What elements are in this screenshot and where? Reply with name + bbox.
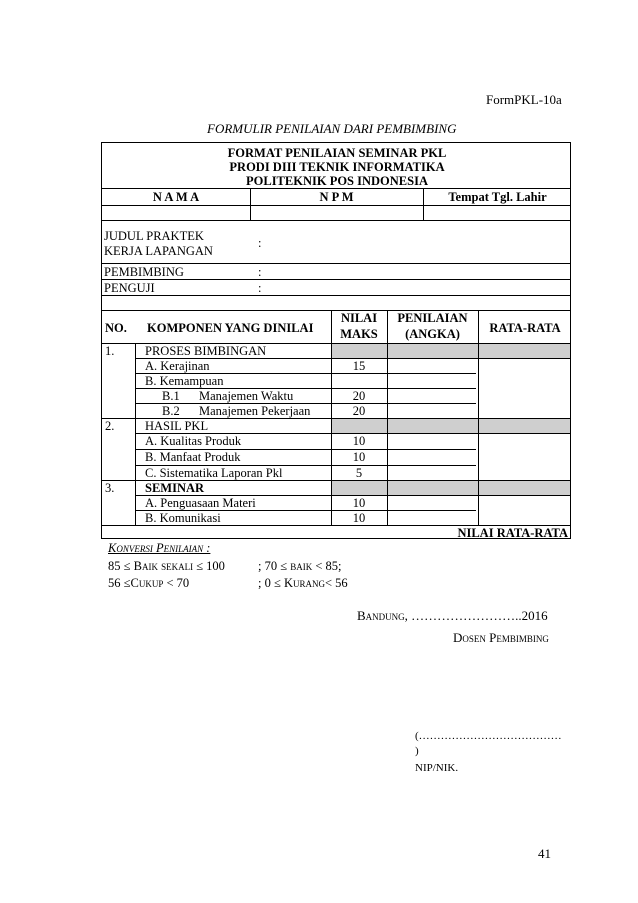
judul-label-2: KERJA LAPANGAN	[104, 244, 213, 258]
signer-nip: NIP/NIK.	[415, 762, 459, 774]
header-line2: PRODI DIII TEKNIK INFORMATIKA	[229, 160, 445, 174]
nama-header: N A M A	[152, 190, 200, 204]
manfaat-label: B. Manfaat Produk	[145, 450, 241, 464]
hasil-pkl: HASIL PKL	[145, 419, 209, 433]
pembimbing-colon: :	[258, 265, 262, 279]
col-rata-rata: RATA-RATA	[489, 321, 561, 335]
header-line3: POLITEKNIK POS INDONESIA	[246, 174, 428, 188]
penguasaan-max: 10	[352, 496, 366, 510]
b1-label: Manajemen Waktu	[199, 389, 294, 403]
col-komponen: KOMPONEN YANG DINILAI	[147, 321, 314, 335]
signer-role: Dosen Pembimbing	[453, 630, 549, 645]
col-nilai-maks-2: MAKS	[340, 327, 378, 341]
signer-close-paren: )	[415, 745, 419, 757]
kualitas-label: A. Kualitas Produk	[145, 434, 242, 448]
penguji-colon: :	[258, 281, 262, 295]
col-penilaian-2: (ANGKA)	[405, 327, 460, 341]
col-nilai-maks-1: NILAI	[340, 311, 378, 325]
row-num-2: 2.	[105, 419, 115, 433]
nilai-rata-rata: NILAI RATA-RATA	[457, 526, 568, 540]
penguji-label: PENGUJI	[104, 281, 155, 295]
form-code: FormPKL-10a	[486, 92, 562, 107]
komunikasi-max: 10	[352, 511, 366, 525]
page-number: 41	[538, 846, 551, 861]
sistematika-max: 5	[355, 466, 363, 480]
konversi-line1b: ; 70 ≤ baik < 85;	[258, 559, 342, 573]
proses-bimbingan: PROSES BIMBINGAN	[145, 344, 267, 358]
penguasaan-label: A. Penguasaan Materi	[145, 496, 256, 510]
sistematika-label: C. Sistematika Laporan Pkl	[145, 466, 283, 480]
kerajinan-max: 15	[352, 359, 366, 373]
judul-label-1: JUDUL PRAKTEK	[104, 229, 204, 243]
kerajinan-label: A. Kerajinan	[145, 359, 210, 373]
assessment-form-table	[101, 142, 571, 539]
row-num-3: 3.	[105, 481, 115, 495]
manfaat-max: 10	[352, 450, 366, 464]
judul-colon: :	[258, 236, 262, 250]
b2-max: 20	[352, 404, 366, 418]
b1-code: B.1	[162, 389, 180, 403]
b2-label: Manajemen Pekerjaan	[199, 404, 311, 418]
form-title: FORMULIR PENILAIAN DARI PEMBIMBING	[207, 121, 457, 136]
ttl-header: Tempat Tgl. Lahir	[448, 190, 547, 204]
col-no: NO.	[105, 321, 127, 335]
row-num-1: 1.	[105, 344, 115, 358]
komunikasi-label: B. Komunikasi	[145, 511, 221, 525]
signer-name-line: (…………………………………	[415, 730, 562, 742]
konversi-line2a: 56 ≤Cukup < 70	[108, 576, 190, 590]
npm-header: N P M	[319, 190, 354, 204]
kualitas-max: 10	[352, 434, 366, 448]
pembimbing-label: PEMBIMBING	[104, 265, 184, 279]
col-penilaian-1: PENILAIAN	[397, 311, 468, 325]
konversi-line2b: ; 0 ≤ Kurang< 56	[258, 576, 348, 590]
kemampuan-label: B. Kemampuan	[145, 374, 224, 388]
header-line1: FORMAT PENILAIAN SEMINAR PKL	[227, 146, 447, 160]
place-date: Bandung, ……………………..2016	[357, 608, 548, 623]
b2-code: B.2	[162, 404, 180, 418]
b1-max: 20	[352, 389, 366, 403]
seminar: SEMINAR	[145, 481, 205, 495]
konversi-line1a: 85 ≤ Baik sekali ≤ 100	[108, 559, 225, 573]
konversi-title: Konversi Penilaian :	[108, 541, 211, 555]
